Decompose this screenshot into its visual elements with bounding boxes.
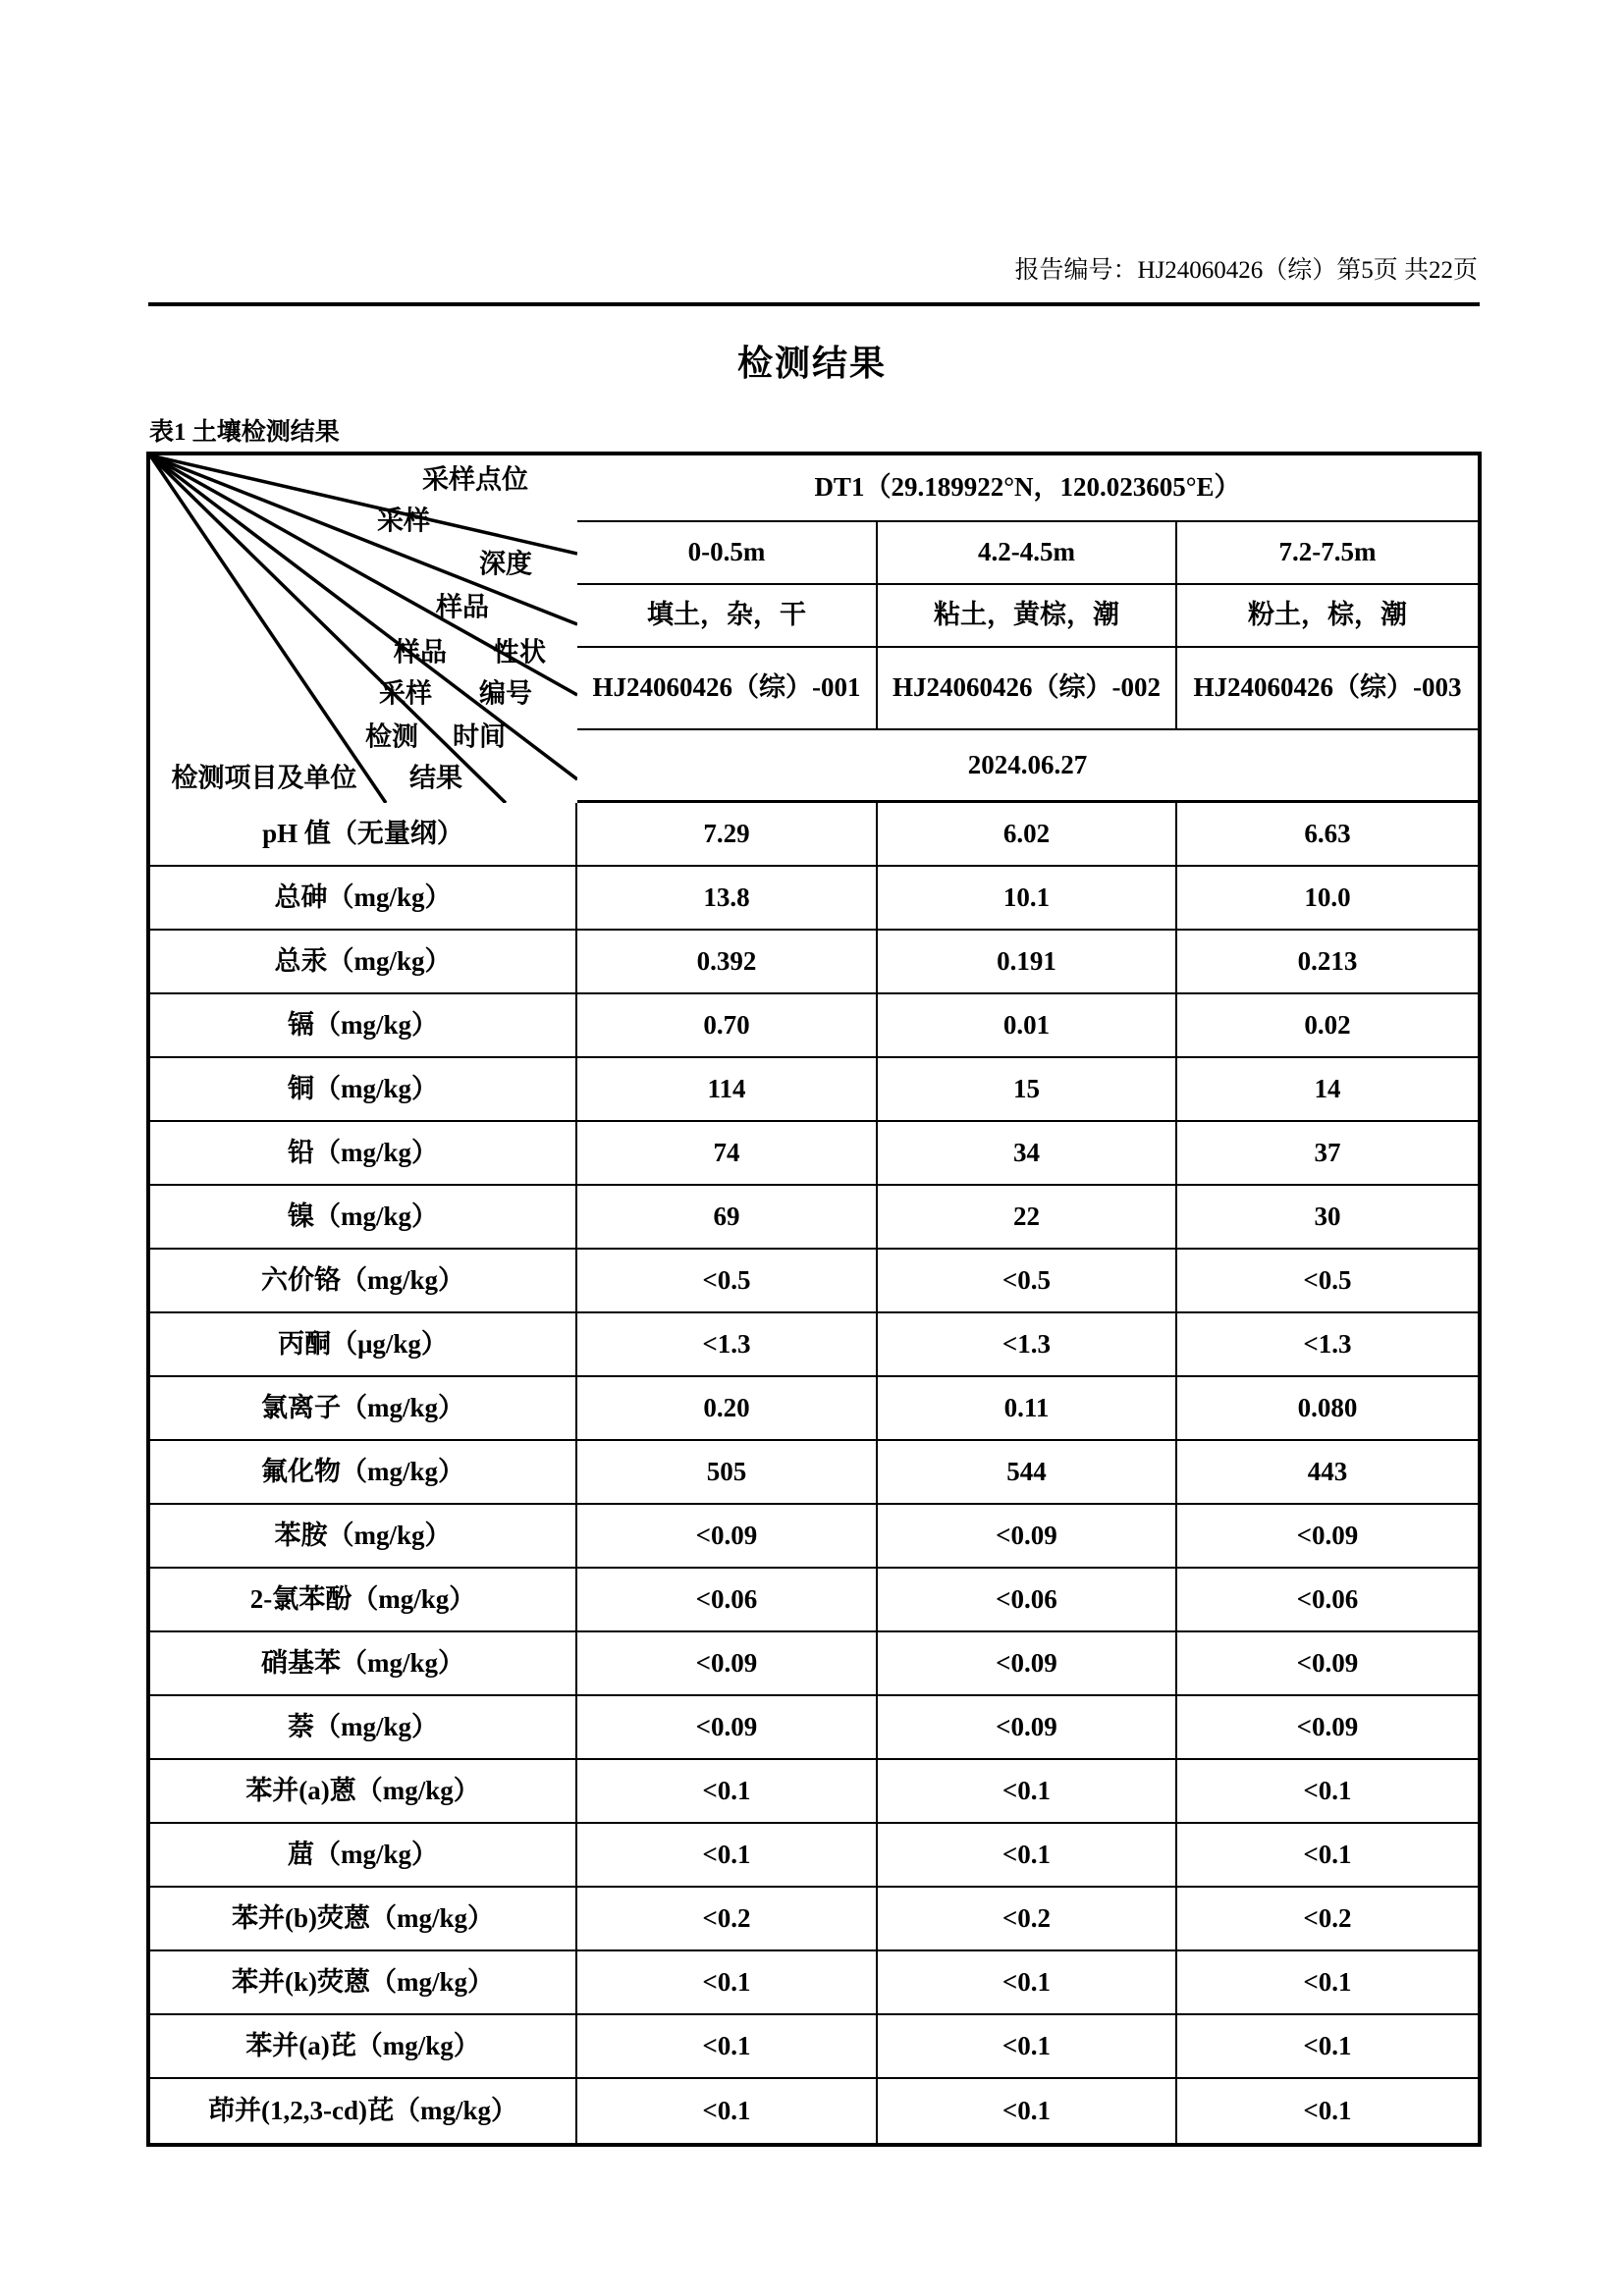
sampling-point-value: DT1（29.189922°N，120.023605°E） <box>577 455 1478 522</box>
parameter-label: 萘（mg/kg） <box>150 1696 577 1760</box>
sample-code-value: HJ24060426（综）-003 <box>1177 648 1478 730</box>
result-value: 0.01 <box>878 994 1177 1058</box>
sampling-date-value: 2024.06.27 <box>577 730 1478 803</box>
diagonal-label-fragment: 深度 <box>479 549 532 579</box>
result-value: <0.1 <box>878 1951 1177 2015</box>
result-value: 0.191 <box>878 931 1177 994</box>
result-value: <0.1 <box>878 2079 1177 2143</box>
sampling-depth-value: 4.2-4.5m <box>878 522 1177 585</box>
sample-code-value: HJ24060426（综）-002 <box>878 648 1177 730</box>
result-value: 10.0 <box>1177 867 1478 931</box>
parameter-label: 氯离子（mg/kg） <box>150 1377 577 1441</box>
result-value: 69 <box>577 1186 878 1250</box>
result-value: 443 <box>1177 1441 1478 1505</box>
diagonal-label-fragment: 样品 <box>394 637 447 667</box>
parameter-label: 总汞（mg/kg） <box>150 931 577 994</box>
result-value: <0.1 <box>1177 1760 1478 1824</box>
diagonal-label-fragment: 结果 <box>409 763 462 793</box>
diagonal-label-fragment: 样品 <box>436 592 489 622</box>
diagonal-header-cell <box>150 455 577 803</box>
result-value: 0.02 <box>1177 994 1478 1058</box>
result-value: 0.20 <box>577 1377 878 1441</box>
result-value: <0.1 <box>577 1760 878 1824</box>
result-value: 10.1 <box>878 867 1177 931</box>
result-value: 15 <box>878 1058 1177 1122</box>
parameter-label: 苯并(b)荧蒽（mg/kg） <box>150 1888 577 1951</box>
result-value: 0.70 <box>577 994 878 1058</box>
parameter-label: 镍（mg/kg） <box>150 1186 577 1250</box>
result-value: <1.3 <box>577 1313 878 1377</box>
parameter-label: 苯胺（mg/kg） <box>150 1505 577 1569</box>
diagonal-label-fragment: 采样 <box>379 678 432 709</box>
result-value: <0.2 <box>878 1888 1177 1951</box>
diagonal-label-fragment: 性状 <box>493 637 546 667</box>
result-value: <0.09 <box>1177 1696 1478 1760</box>
result-value: <0.1 <box>1177 2015 1478 2079</box>
result-value: <0.09 <box>577 1505 878 1569</box>
result-value: 74 <box>577 1122 878 1186</box>
result-value: <0.1 <box>878 2015 1177 2079</box>
result-value: <0.1 <box>1177 1824 1478 1888</box>
result-value: <0.09 <box>1177 1632 1478 1696</box>
result-value: 6.63 <box>1177 803 1478 867</box>
parameter-label: 六价铬（mg/kg） <box>150 1250 577 1313</box>
sampling-depth-value: 7.2-7.5m <box>1177 522 1478 585</box>
soil-results-table <box>146 452 1482 2147</box>
result-value: 544 <box>878 1441 1177 1505</box>
result-value: <0.1 <box>577 1824 878 1888</box>
parameter-label: 铜（mg/kg） <box>150 1058 577 1122</box>
parameter-label: 铅（mg/kg） <box>150 1122 577 1186</box>
parameter-label: 2-氯苯酚（mg/kg） <box>150 1569 577 1632</box>
parameter-label: 丙酮（μg/kg） <box>150 1313 577 1377</box>
diagonal-label-fragment: 采样点位 <box>422 464 528 495</box>
result-value: <0.06 <box>577 1569 878 1632</box>
result-value: 6.02 <box>878 803 1177 867</box>
parameter-label: 茚并(1,2,3-cd)芘（mg/kg） <box>150 2079 577 2143</box>
result-value: <0.5 <box>1177 1250 1478 1313</box>
result-value: 0.080 <box>1177 1377 1478 1441</box>
result-value: <0.2 <box>1177 1888 1478 1951</box>
result-value: <0.5 <box>878 1250 1177 1313</box>
result-value: <0.1 <box>577 2079 878 2143</box>
diagonal-lines <box>150 455 577 803</box>
result-value: 14 <box>1177 1058 1478 1122</box>
diagonal-label-fragment: 检测 <box>365 721 418 752</box>
parameter-label: 镉（mg/kg） <box>150 994 577 1058</box>
result-value: <0.5 <box>577 1250 878 1313</box>
result-value: 0.392 <box>577 931 878 994</box>
result-value: <0.2 <box>577 1888 878 1951</box>
diagonal-label-fragment: 编号 <box>479 678 532 709</box>
page-title: 检测结果 <box>736 344 887 383</box>
result-value: <0.1 <box>1177 1951 1478 2015</box>
result-value: <0.09 <box>878 1632 1177 1696</box>
result-value: 0.213 <box>1177 931 1478 994</box>
result-value: 505 <box>577 1441 878 1505</box>
result-value: <0.09 <box>1177 1505 1478 1569</box>
result-value: <0.09 <box>577 1632 878 1696</box>
result-value: 7.29 <box>577 803 878 867</box>
result-value: <1.3 <box>878 1313 1177 1377</box>
result-value: <0.1 <box>878 1760 1177 1824</box>
diagonal-label-fragment: 时间 <box>453 721 506 752</box>
sample-texture-value: 填土，杂，干 <box>577 585 878 648</box>
header-rule <box>148 302 1480 306</box>
result-value: <0.1 <box>577 2015 878 2079</box>
diagonal-label-fragment: 采样 <box>377 506 430 536</box>
result-value: <0.06 <box>878 1569 1177 1632</box>
parameter-label: 苯并(a)芘（mg/kg） <box>150 2015 577 2079</box>
parameter-label: 苯并(a)蒽（mg/kg） <box>150 1760 577 1824</box>
result-value: 13.8 <box>577 867 878 931</box>
sample-code-value: HJ24060426（综）-001 <box>577 648 878 730</box>
result-value: 34 <box>878 1122 1177 1186</box>
result-value: <0.1 <box>1303 2095 1352 2125</box>
result-value: <0.1 <box>577 1951 878 2015</box>
result-value: <0.09 <box>878 1696 1177 1760</box>
sampling-depth-value: 0-0.5m <box>577 522 878 585</box>
parameter-label: 氟化物（mg/kg） <box>150 1441 577 1505</box>
report-number: 报告编号：HJ24060426（综）第5页 共22页 <box>1014 257 1478 284</box>
result-value: <0.09 <box>878 1505 1177 1569</box>
table-caption: 表1 土壤检测结果 <box>149 419 340 446</box>
parameter-label: 䓛（mg/kg） <box>150 1824 577 1888</box>
result-value: 37 <box>1177 1122 1478 1186</box>
result-value: <1.3 <box>1177 1313 1478 1377</box>
result-value: <0.09 <box>577 1696 878 1760</box>
diagonal-label-fragment: 检测项目及单位 <box>171 763 357 793</box>
result-value: 114 <box>577 1058 878 1122</box>
result-value: 0.11 <box>878 1377 1177 1441</box>
sample-texture-value: 粉土，棕，潮 <box>1177 585 1478 648</box>
parameter-label: pH 值（无量纲） <box>150 803 577 867</box>
parameter-label: 苯并(k)荧蒽（mg/kg） <box>150 1951 577 2015</box>
parameter-label: 总砷（mg/kg） <box>150 867 577 931</box>
result-value: <0.1 <box>878 1824 1177 1888</box>
parameter-label: 硝基苯（mg/kg） <box>150 1632 577 1696</box>
result-value: <0.06 <box>1177 1569 1478 1632</box>
result-value: 22 <box>878 1186 1177 1250</box>
result-value: 30 <box>1177 1186 1478 1250</box>
sample-texture-value: 粘土，黄棕，潮 <box>878 585 1177 648</box>
